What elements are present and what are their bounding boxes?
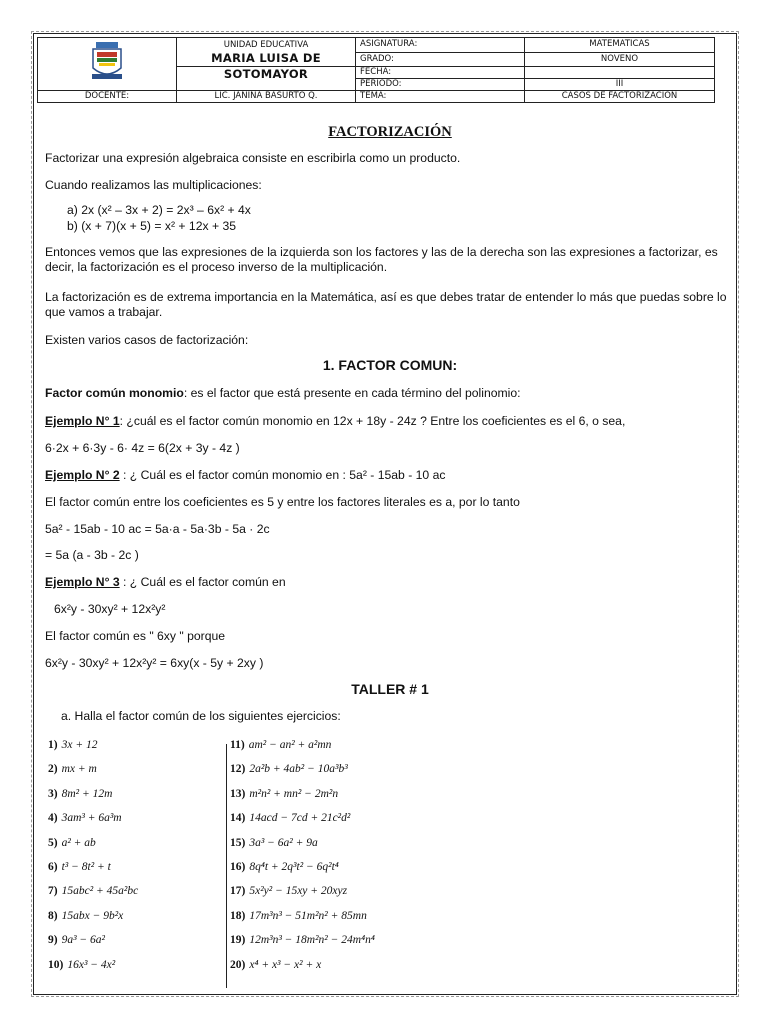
exercise-expression: 14acd − 7cd + 21c²d² xyxy=(249,812,351,825)
exercise-expression: 17m³n³ − 51m²n² + 85mn xyxy=(249,909,367,922)
asignatura-label: ASIGNATURA: xyxy=(356,38,525,53)
exercise-number: 16) xyxy=(230,861,246,873)
school-line2: MARIA LUISA DE xyxy=(211,51,321,65)
exercise-number: 17) xyxy=(230,885,246,898)
exercise-expression: m²n² + mn² − 2m²n xyxy=(249,787,339,800)
exercise-column-divider xyxy=(226,744,227,988)
exercise-number: 10) xyxy=(48,958,64,971)
exercise-item xyxy=(48,812,122,824)
taller-title: TALLER # 1 xyxy=(351,681,429,697)
exercise-number: 11) xyxy=(230,739,245,751)
exercise-item xyxy=(230,934,375,946)
exercise-item xyxy=(230,739,331,751)
example-1-text: : ¿cuál es el factor común monomio en 12x + 18y - 24z ? Entre los coeficientes es el 6, o sea, xyxy=(119,414,626,428)
exercise-expression: 5x²y² − 15xy + 20xyz xyxy=(249,885,348,898)
grado-label: GRADO: xyxy=(356,52,525,67)
example-3 xyxy=(45,575,286,589)
exercise-expression: a² + ab xyxy=(61,836,96,849)
page-title: FACTORIZACIÓN xyxy=(328,124,452,140)
exercise-number: 3) xyxy=(48,787,58,800)
example-2-step2: = 5a (a - 3b - 2c ) xyxy=(45,548,139,562)
example-3-expression: 6x²y - 30xy² + 12x²y² xyxy=(54,602,166,616)
exercise-expression: mx + m xyxy=(61,763,97,776)
exercise-expression: am² − an² + a²mn xyxy=(248,739,332,751)
exercise-number: 20) xyxy=(230,958,246,971)
tema-label: TEMA: xyxy=(356,91,525,103)
example-3-result: 6x²y - 30xy² + 12x²y² = 6xy(x - 5y + 2xy ) xyxy=(45,656,264,670)
exercise-item xyxy=(48,837,96,849)
exercise-item xyxy=(48,910,123,922)
exercise-item xyxy=(230,812,350,824)
periodo-value: III xyxy=(525,79,715,91)
exercise-number: 9) xyxy=(48,934,58,947)
paragraph-importance: La factorización es de extrema importancia en la Matemática, así es que debes tratar de entender lo más que puedas sobre lo que vamos a trabajar. xyxy=(45,290,727,319)
school-name-cell xyxy=(177,38,356,67)
exercise-item xyxy=(48,885,138,897)
exercise-expression: 3x + 12 xyxy=(61,739,98,751)
exercise-item xyxy=(230,788,338,800)
fcm-term: Factor común monomio xyxy=(45,386,184,400)
exercise-number: 7) xyxy=(48,885,58,898)
taller-instruction: a. Halla el factor común de los siguientes ejercicios: xyxy=(61,709,341,723)
example-1-label: Ejemplo N° 1 xyxy=(45,414,120,428)
exercise-item xyxy=(48,788,112,800)
example-2-label: Ejemplo N° 2 xyxy=(45,468,120,482)
example-3-text: : ¿ Cuál es el factor común en xyxy=(119,575,286,589)
exercise-item xyxy=(48,861,111,873)
example-3-explanation: El factor común es " 6xy " porque xyxy=(45,629,226,643)
exercise-expression: 3a³ − 6a² + 9a xyxy=(249,836,318,849)
exercise-item xyxy=(230,763,348,775)
exercise-expression: 16x³ − 4x² xyxy=(67,958,116,971)
example-2 xyxy=(45,468,445,482)
school-name-cell-2 xyxy=(177,67,356,91)
section-factor-comun: 1. FACTOR COMUN: xyxy=(322,357,458,373)
docente-label: DOCENTE: xyxy=(38,91,177,103)
exercise-expression: 8m² + 12m xyxy=(61,787,113,800)
school-logo-cell xyxy=(38,38,177,91)
asignatura-value: MATEMATICAS xyxy=(525,38,715,53)
exercise-number: 12) xyxy=(230,763,246,776)
worksheet-page xyxy=(33,33,737,995)
example-1 xyxy=(45,414,625,428)
fecha-value[interactable] xyxy=(525,67,715,79)
factor-comun-monomio-def xyxy=(45,386,521,400)
fcm-definition: : es el factor que está presente en cada término del polinomio: xyxy=(183,386,521,400)
example-1-result: 6·2x + 6·3y - 6· 4z = 6(2x + 3y - 4z ) xyxy=(45,441,240,455)
exercise-number: 6) xyxy=(48,861,58,873)
exercise-item xyxy=(48,739,97,751)
exercise-expression: 3am³ + 6a³m xyxy=(61,812,122,825)
exercise-expression: x⁴ + x³ − x² + x xyxy=(249,958,322,971)
exercise-expression: t³ − 8t² + t xyxy=(61,861,111,873)
exercise-item xyxy=(230,959,321,971)
exercise-number: 4) xyxy=(48,812,58,825)
exercise-item xyxy=(230,837,318,849)
exercise-number: 2) xyxy=(48,763,58,776)
example-3-label: Ejemplo N° 3 xyxy=(45,575,120,589)
tema-value: CASOS DE FACTORIZACION xyxy=(525,91,715,103)
exercise-number: 13) xyxy=(230,787,246,800)
header-table xyxy=(37,37,715,103)
example-2-step1: 5a² - 15ab - 10 ac = 5a·a - 5a·3b - 5a · 2c xyxy=(45,522,270,536)
multiplication-a: a) 2x (x² – 3x + 2) = 2x³ – 6x² + 4x xyxy=(67,203,251,217)
exercise-item xyxy=(48,763,97,775)
intro-text: Factorizar una expresión algebraica consiste en escribirla como un producto. xyxy=(45,151,461,165)
cases-intro: Existen varios casos de factorización: xyxy=(45,333,249,347)
exercise-expression: 15abx − 9b²x xyxy=(61,909,124,922)
exercise-item xyxy=(48,959,115,971)
exercise-item xyxy=(230,910,367,922)
exercise-expression: 9a³ − 6a² xyxy=(61,934,105,947)
example-2-text: : ¿ Cuál es el factor común monomio en : 5a² - 15ab - 10 ac xyxy=(119,468,446,482)
exercise-number: 8) xyxy=(48,909,58,922)
grado-value: NOVENO xyxy=(525,52,715,67)
exercise-number: 1) xyxy=(48,739,58,751)
exercise-number: 18) xyxy=(230,909,246,922)
periodo-label: PERIODO: xyxy=(356,79,525,91)
example-2-explanation: El factor común entre los coeficientes es 5 y entre los factores literales es a, por lo tanto xyxy=(45,495,520,509)
exercise-expression: 2a²b + 4ab² − 10a³b³ xyxy=(249,763,348,776)
exercise-number: 14) xyxy=(230,812,246,825)
school-line3: SOTOMAYOR xyxy=(223,67,309,81)
exercise-number: 15) xyxy=(230,836,246,849)
exercise-number: 5) xyxy=(48,836,58,849)
exercise-item xyxy=(230,861,339,873)
school-crest-icon xyxy=(90,40,124,84)
paragraph-factors: Entonces vemos que las expresiones de la izquierda son los factores y las de la derecha son las expresiones a factorizar, es decir, la factorización es el proceso inverso de la multiplicación. xyxy=(45,245,718,274)
exercise-item xyxy=(48,934,105,946)
exercise-item xyxy=(230,885,347,897)
school-line1: UNIDAD EDUCATIVA xyxy=(223,40,309,50)
exercise-expression: 15abc² + 45a²bc xyxy=(61,885,139,898)
docente-value: LIC. JANINA BASURTO Q. xyxy=(177,91,356,103)
multiplication-b: b) (x + 7)(x + 5) = x² + 12x + 35 xyxy=(67,219,237,233)
multiplication-intro: Cuando realizamos las multiplicaciones: xyxy=(45,178,262,192)
exercise-number: 19) xyxy=(230,934,246,947)
exercise-expression: 12m³n³ − 18m²n² − 24m⁴n⁴ xyxy=(249,934,375,947)
exercise-expression: 8q⁴t + 2q³t² − 6q²t⁴ xyxy=(249,861,339,873)
fecha-label: FECHA: xyxy=(356,67,525,79)
